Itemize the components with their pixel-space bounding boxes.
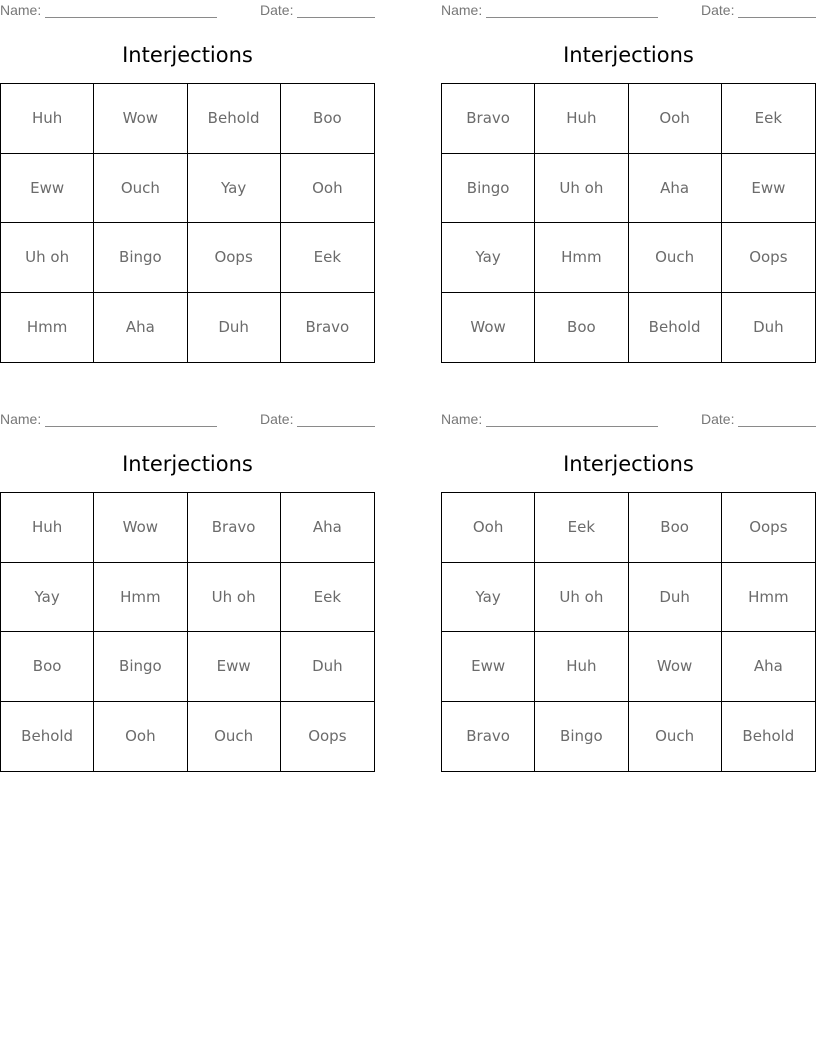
card-title: Interjections	[122, 452, 253, 476]
grid-cell: Boo	[629, 493, 722, 563]
name-blank-line	[45, 17, 217, 18]
grid-cell: Uh oh	[535, 154, 628, 224]
grid-cell: Eww	[188, 632, 281, 702]
grid-cell: Wow	[629, 632, 722, 702]
bingo-card	[0, 0, 375, 373]
date-blank-line	[297, 426, 375, 427]
grid-cell: Ouch	[94, 154, 187, 224]
grid-cell: Yay	[442, 563, 535, 633]
name-blank-line	[45, 426, 217, 427]
grid-cell: Duh	[753, 318, 784, 337]
grid-cell: Behold	[629, 293, 722, 363]
grid-cell: Hmm	[722, 563, 815, 633]
date-label: Date:	[701, 411, 735, 427]
grid-cell: Eww	[442, 632, 535, 702]
bingo-grid	[441, 83, 816, 363]
date-label: Date:	[260, 2, 294, 18]
grid-cell: Bingo	[94, 632, 187, 702]
grid-cell: Ouch	[188, 702, 281, 772]
grid-cell: Ooh	[442, 493, 535, 563]
grid-cell: Huh	[1, 493, 94, 563]
grid-cell: Ouch	[629, 702, 722, 772]
grid-cell: Wow	[94, 493, 187, 563]
date-label: Date:	[701, 2, 735, 18]
grid-cell: Ooh	[94, 702, 187, 772]
grid-cell: Yay	[188, 154, 281, 224]
grid-cell: Bingo	[535, 702, 628, 772]
grid-cell: Aha	[629, 154, 722, 224]
name-blank-line	[486, 426, 658, 427]
grid-cell: Duh	[281, 632, 374, 702]
grid-cell: Hmm	[535, 223, 628, 293]
grid-cell: Oops	[722, 223, 815, 293]
grid-cell: Bravo	[442, 702, 535, 772]
date-blank-line	[738, 17, 816, 18]
name-blank-line	[486, 17, 658, 18]
grid-cell: Ouch	[629, 223, 722, 293]
grid-cell: Yay	[442, 223, 535, 293]
grid-cell: Boo	[1, 632, 94, 702]
grid-cell: Eek	[281, 563, 374, 633]
grid-cell: Bravo	[188, 493, 281, 563]
grid-cell: Bingo	[94, 223, 187, 293]
grid-cell: Huh	[535, 632, 628, 702]
card-header	[441, 2, 816, 20]
grid-cell: Eww	[722, 154, 815, 224]
bingo-card	[441, 0, 816, 373]
grid-cell: Wow	[442, 293, 535, 363]
grid-cell: Huh	[535, 84, 628, 154]
bingo-grid	[441, 492, 816, 772]
grid-cell: Bingo	[442, 154, 535, 224]
grid-cell: Behold	[1, 702, 94, 772]
date-blank-line	[738, 426, 816, 427]
card-header	[0, 2, 375, 20]
date-label: Date:	[260, 411, 294, 427]
bingo-grid	[0, 83, 375, 363]
grid-cell: Oops	[722, 493, 815, 563]
card-header	[0, 411, 375, 429]
grid-cell: Uh oh	[188, 563, 281, 633]
grid-cell: Duh	[629, 563, 722, 633]
grid-cell: Duh	[188, 293, 281, 363]
grid-cell: Huh	[1, 84, 94, 154]
grid-cell: Boo	[281, 84, 374, 154]
grid-cell: Yay	[1, 563, 94, 633]
grid-cell: Oops	[188, 223, 281, 293]
name-label: Name:	[441, 2, 483, 18]
grid-cell: Oops	[308, 727, 347, 746]
name-label: Name:	[441, 411, 483, 427]
date-blank-line	[297, 17, 375, 18]
card-header	[441, 411, 816, 429]
name-label: Name:	[0, 2, 42, 18]
card-title: Interjections	[563, 452, 694, 476]
grid-cell: Eek	[722, 84, 815, 154]
grid-cell: Hmm	[94, 563, 187, 633]
grid-cell: Aha	[722, 632, 815, 702]
grid-cell: Ooh	[281, 154, 374, 224]
grid-cell: Aha	[94, 293, 187, 363]
grid-cell: Behold	[742, 727, 795, 746]
grid-cell: Wow	[94, 84, 187, 154]
grid-cell: Hmm	[1, 293, 94, 363]
grid-cell: Ooh	[629, 84, 722, 154]
grid-cell: Bravo	[442, 84, 535, 154]
grid-cell: Bravo	[305, 318, 350, 337]
grid-cell: Uh oh	[1, 223, 94, 293]
grid-cell: Uh oh	[535, 563, 628, 633]
card-title: Interjections	[122, 43, 253, 67]
bingo-card	[441, 409, 816, 782]
grid-cell: Eww	[1, 154, 94, 224]
grid-cell: Eek	[281, 223, 374, 293]
grid-cell: Behold	[188, 84, 281, 154]
grid-cell: Boo	[535, 293, 628, 363]
grid-cell: Aha	[281, 493, 374, 563]
grid-cell: Eek	[535, 493, 628, 563]
bingo-card	[0, 409, 375, 782]
bingo-grid	[0, 492, 375, 772]
name-label: Name:	[0, 411, 42, 427]
card-title: Interjections	[563, 43, 694, 67]
